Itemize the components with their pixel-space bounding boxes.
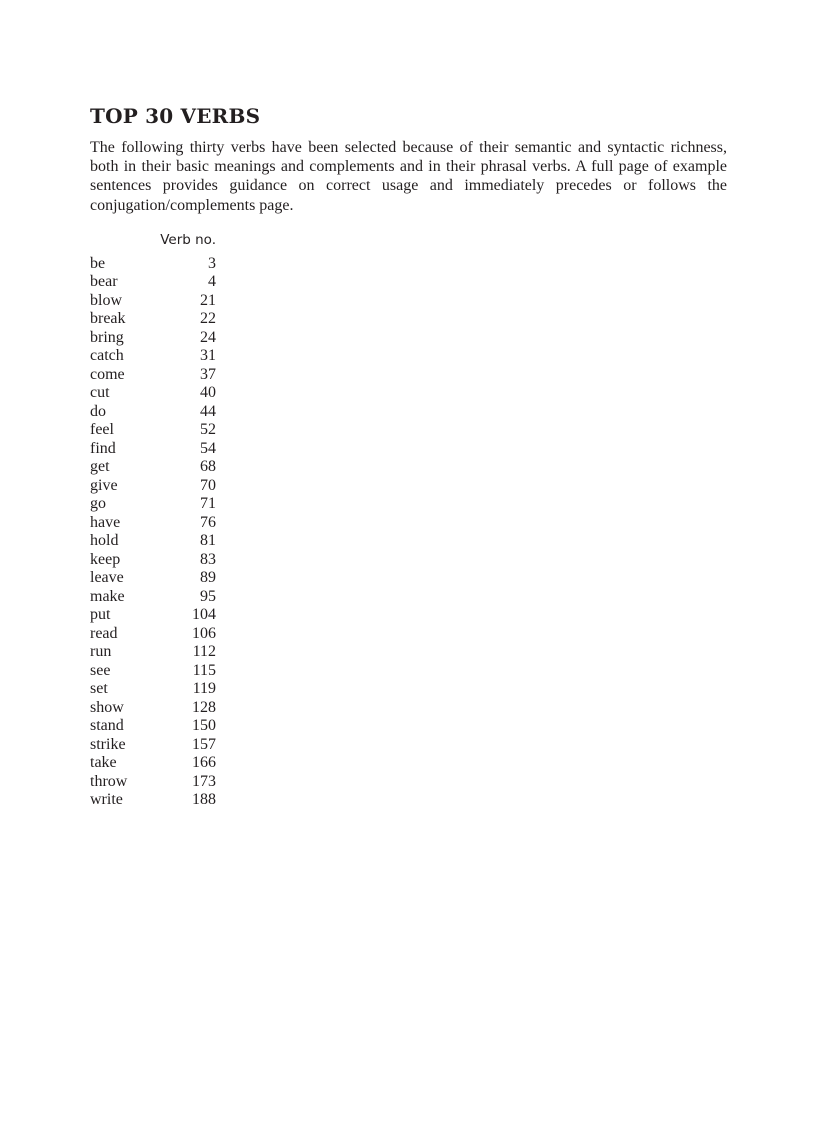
verb-number: 188: [192, 791, 216, 809]
page-title: TOP 30 VERBS: [90, 104, 261, 128]
verb-name: give: [90, 476, 118, 494]
table-row: [90, 495, 216, 514]
verb-number: 54: [200, 439, 216, 457]
verb-list: [90, 255, 216, 810]
verb-name: throw: [90, 772, 128, 790]
verb-number: 37: [200, 365, 216, 383]
table-row: [90, 736, 216, 755]
table-row: [90, 569, 216, 588]
table-row: [90, 458, 216, 477]
table-row: [90, 588, 216, 607]
verb-name: find: [90, 439, 116, 457]
verb-name: run: [90, 643, 112, 661]
verb-name: be: [90, 254, 106, 272]
verb-number: 173: [192, 772, 216, 790]
verb-name: read: [90, 624, 118, 642]
verb-name: see: [90, 661, 111, 679]
table-row: [90, 625, 216, 644]
verb-number: 4: [208, 273, 216, 291]
table-row: [90, 440, 216, 459]
verb-name: feel: [90, 421, 114, 439]
table-row: [90, 717, 216, 736]
verb-name: blow: [90, 291, 122, 309]
table-row: [90, 680, 216, 699]
verb-name: bring: [90, 328, 124, 346]
verb-number: 95: [200, 587, 216, 605]
table-row: [90, 421, 216, 440]
verb-name: write: [90, 791, 123, 809]
verb-name: get: [90, 458, 110, 476]
verb-number: 68: [200, 458, 216, 476]
table-row: [90, 310, 216, 329]
verb-number: 166: [192, 754, 216, 772]
verb-number: 106: [192, 624, 216, 642]
table-row: [90, 754, 216, 773]
table-row: [90, 384, 216, 403]
verb-name: hold: [90, 532, 119, 550]
table-row: [90, 791, 216, 810]
verb-number: 112: [192, 643, 216, 661]
page: [90, 104, 727, 810]
table-row: [90, 403, 216, 422]
verb-name: keep: [90, 550, 121, 568]
column-header-verb-no: Verb no.: [160, 231, 216, 248]
verb-name: stand: [90, 717, 124, 735]
verb-name: show: [90, 698, 124, 716]
verb-number: 115: [192, 661, 216, 679]
verb-number: 21: [200, 291, 216, 309]
table-row: [90, 292, 216, 311]
table-row: [90, 699, 216, 718]
verb-name: leave: [90, 569, 124, 587]
table-row: [90, 662, 216, 681]
verb-number: 24: [200, 328, 216, 346]
verb-number: 83: [200, 550, 216, 568]
table-row: [90, 551, 216, 570]
verb-number: 52: [200, 421, 216, 439]
verb-number: 31: [200, 347, 216, 365]
verb-number: 81: [200, 532, 216, 550]
table-row: [90, 366, 216, 385]
verb-name: make: [90, 587, 125, 605]
verb-number: 70: [200, 476, 216, 494]
verb-number: 3: [208, 254, 216, 272]
verb-number: 22: [200, 310, 216, 328]
table-row: [90, 773, 216, 792]
verb-name: put: [90, 606, 111, 624]
verb-name: bear: [90, 273, 118, 291]
verb-name: set: [90, 680, 108, 698]
verb-name: break: [90, 310, 126, 328]
verb-number: 44: [200, 402, 216, 420]
verb-number: 76: [200, 513, 216, 531]
verb-name: take: [90, 754, 117, 772]
verb-number: 150: [192, 717, 216, 735]
verb-number: 89: [200, 569, 216, 587]
verb-name: cut: [90, 384, 110, 402]
table-row: [90, 273, 216, 292]
verb-number: 157: [192, 735, 216, 753]
verb-name: come: [90, 365, 125, 383]
verb-number: 128: [192, 698, 216, 716]
table-row: [90, 329, 216, 348]
verb-name: go: [90, 495, 106, 513]
verb-name: do: [90, 402, 106, 420]
table-row: [90, 514, 216, 533]
verb-name: catch: [90, 347, 124, 365]
verb-name: have: [90, 513, 121, 531]
verb-table: [90, 231, 216, 810]
table-row: [90, 477, 216, 496]
verb-number: 104: [192, 606, 216, 624]
table-row: [90, 532, 216, 551]
table-row: [90, 347, 216, 366]
table-row: [90, 255, 216, 274]
intro-paragraph: The following thirty verbs have been selected because of their semantic and syntactic richness, both in their basic meanings and complements and in their phrasal verbs. A full page of example sentences provides guidance on correct usage and immediately precedes or follows the conjugation/complements page.: [90, 139, 727, 214]
table-row: [90, 643, 216, 662]
verb-name: strike: [90, 735, 126, 753]
table-row: [90, 606, 216, 625]
verb-number: 119: [192, 680, 216, 698]
verb-number: 40: [200, 384, 216, 402]
verb-number: 71: [200, 495, 216, 513]
